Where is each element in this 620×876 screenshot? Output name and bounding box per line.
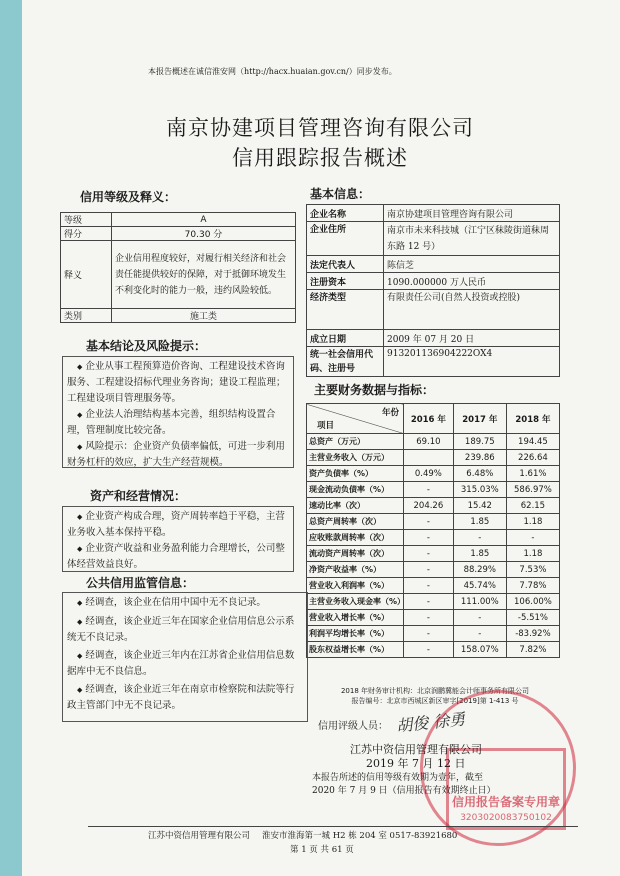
finance-row	[307, 546, 560, 562]
basic-row	[307, 222, 560, 256]
finance-row	[307, 434, 560, 450]
basic-label: 企业名称	[307, 205, 384, 222]
credit-label: 类别	[61, 309, 112, 323]
footer-address: 淮安市淮海第一城 H2 栋 204 室 0517-83921680	[262, 831, 458, 841]
supervision-box	[62, 592, 308, 722]
finance-value: -5.51%	[506, 610, 559, 626]
basic-value: 1090.000000 万人民币	[384, 273, 560, 290]
finance-value: -	[453, 626, 506, 642]
finance-row	[307, 530, 560, 546]
finance-year-header: 2017 年	[453, 404, 506, 434]
finance-value: 7.82%	[506, 642, 559, 658]
basic-info-table	[306, 204, 560, 377]
assets-heading: 资产和经营情况：	[90, 489, 187, 503]
finance-heading: 主要财务数据与指标：	[314, 383, 435, 397]
finance-row-label: 速动比率（次）	[307, 498, 404, 514]
finance-value: 194.45	[506, 434, 559, 450]
credit-table	[60, 212, 296, 323]
credit-label: 释义	[61, 241, 112, 309]
supervision-item: ◆ 经调查，该企业在信用中国中无不良记录。	[67, 595, 303, 611]
finance-value	[404, 450, 454, 466]
credit-value: A	[112, 213, 296, 227]
assets-box	[62, 506, 294, 572]
finance-value: 204.26	[404, 498, 454, 514]
finance-value: 1.18	[506, 514, 559, 530]
finance-value: -	[404, 546, 454, 562]
basic-label: 统一社会信用代码、注册号	[307, 347, 384, 377]
finance-value: -83.92%	[506, 626, 559, 642]
finance-row	[307, 482, 560, 498]
basic-row	[307, 290, 560, 330]
credit-label: 得分	[61, 227, 112, 241]
finance-value: -	[404, 610, 454, 626]
finance-value: -	[404, 482, 454, 498]
finance-value: -	[404, 594, 454, 610]
finance-row-label: 总资产（万元）	[307, 434, 404, 450]
finance-row-label: 应收账款周转率（次）	[307, 530, 404, 546]
finance-value: -	[404, 514, 454, 530]
finance-row	[307, 514, 560, 530]
finance-row-label: 利润平均增长率（%）	[307, 626, 404, 642]
finance-value: 106.00%	[506, 594, 559, 610]
supervision-item: ◆ 经调查，该企业近三年内在江苏省企业信用信息数据库中无不良信息。	[67, 648, 303, 679]
footer-company: 江苏中资信用管理有限公司	[148, 831, 251, 841]
basic-row	[307, 330, 560, 347]
credit-row-meaning	[61, 241, 296, 309]
finance-row-label: 资产负债率（%）	[307, 466, 404, 482]
finance-value: 1.85	[453, 546, 506, 562]
finance-value: 7.53%	[506, 562, 559, 578]
finance-row-label: 流动资产周转率（次）	[307, 546, 404, 562]
finance-value: 15.42	[453, 498, 506, 514]
basic-value: 2009 年 07 月 20 日	[384, 330, 560, 347]
finance-value: 189.75	[453, 434, 506, 450]
supervision-item: ◆ 经调查，该企业近三年在国家企业信用信息公示系统无不良记录。	[67, 614, 303, 645]
finance-value: 1.85	[453, 514, 506, 530]
finance-value: -	[506, 530, 559, 546]
finance-value: -	[453, 610, 506, 626]
credit-value: 企业信用程度较好，对履行相关经济和社会责任能提供较好的保障，对于抵御环境发生不利变化时的能力一般，违约风险较低。	[112, 241, 296, 309]
validity-line1: 本报告所述的信用等级有效期为壹年，截至	[312, 773, 484, 783]
basic-value: 913201136904222OX4	[384, 347, 560, 377]
finance-row	[307, 578, 560, 594]
supervision-item: ◆ 经调查，该企业近三年在南京市检察院和法院等行政主管部门中无不良记录。	[67, 682, 303, 713]
stamp-code: 3203020083750102	[460, 813, 552, 823]
finance-table	[306, 403, 560, 658]
finance-value: -	[404, 562, 454, 578]
basic-row	[307, 256, 560, 273]
finance-row	[307, 450, 560, 466]
finance-row	[307, 610, 560, 626]
finance-value: -	[404, 642, 454, 658]
stamp-text: 信用报告备案专用章	[451, 795, 560, 809]
corner-item-label: 项目	[317, 421, 335, 431]
basic-label: 注册资本	[307, 273, 384, 290]
finance-value: -	[404, 530, 454, 546]
credit-value: 70.30 分	[112, 227, 296, 241]
finance-row	[307, 466, 560, 482]
basic-label: 法定代表人	[307, 256, 384, 273]
conclusion-item: ◆ 企业法人治理结构基本完善，组织结构设置合理，管理制度比较完备。	[67, 407, 289, 439]
finance-value: 586.97%	[506, 482, 559, 498]
finance-value: 88.29%	[453, 562, 506, 578]
finance-row-label: 营业收入增长率（%）	[307, 610, 404, 626]
conclusion-item: ◆ 企业从事工程预算造价咨询、工程建设技术咨询服务、工程建设招标代理业务咨询；建设工程监理；工程建设项目管理服务等。	[67, 359, 289, 407]
issue-date: 2019 年 7 月 12 日	[366, 757, 466, 770]
finance-row-label: 营业收入利润率（%）	[307, 578, 404, 594]
finance-value: 69.10	[404, 434, 454, 450]
finance-value: -	[453, 530, 506, 546]
finance-row	[307, 626, 560, 642]
finance-header-row	[307, 404, 560, 434]
finance-value: 158.07%	[453, 642, 506, 658]
finance-year-header: 2018 年	[506, 404, 559, 434]
basic-value: 南京协建项目管理咨询有限公司	[384, 205, 560, 222]
finance-row-label: 主营业务收入（万元）	[307, 450, 404, 466]
finance-value: 7.78%	[506, 578, 559, 594]
credit-row-category	[61, 309, 296, 323]
basic-label: 企业住所	[307, 222, 384, 256]
audit-agency-note: 2018 年财务审计机构：北京润鹏冀能会计师事务所有限公司	[340, 687, 530, 695]
validity-line2: 2020 年 7 月 9 日（信用报告有效期终止日）	[312, 786, 496, 796]
basic-row	[307, 347, 560, 377]
credit-value: 施工类	[112, 309, 296, 323]
finance-row-label: 净资产收益率（%）	[307, 562, 404, 578]
conclusion-box	[62, 356, 294, 468]
basic-value: 陈信芝	[384, 256, 560, 273]
credit-row-score	[61, 227, 296, 241]
finance-value: 6.48%	[453, 466, 506, 482]
report-title: 信用跟踪报告概述	[232, 146, 408, 170]
basic-row	[307, 205, 560, 222]
basic-value: 南京市未来科技城（江宁区秣陵街道秣周东路 12 号）	[384, 222, 560, 256]
finance-value: 1.18	[506, 546, 559, 562]
finance-value: 315.03%	[453, 482, 506, 498]
finance-row-label: 主营业务收入现金率（%）	[307, 594, 404, 610]
finance-value: -	[404, 578, 454, 594]
finance-row-label: 现金流动负债率（%）	[307, 482, 404, 498]
rater-label: 信用评级人员：	[318, 721, 388, 732]
finance-row	[307, 642, 560, 658]
basic-label: 成立日期	[307, 330, 384, 347]
credit-label: 等级	[61, 213, 112, 227]
conclusion-heading: 基本结论及风险提示：	[86, 339, 207, 353]
basic-label: 经济类型	[307, 290, 384, 330]
finance-value: 239.86	[453, 450, 506, 466]
company-title: 南京协建项目管理咨询有限公司	[166, 116, 474, 140]
finance-row-label: 股东权益增长率（%）	[307, 642, 404, 658]
finance-value: -	[404, 626, 454, 642]
report-number-note: 报告编号：北京市西城区新区审字[2019]第 1-413 号	[351, 697, 519, 705]
page-number: 第 1 页 共 61 页	[290, 845, 354, 855]
credit-row-level	[61, 213, 296, 227]
rater-signature: 胡俊 徐勇	[395, 709, 467, 736]
basic-heading: 基本信息：	[310, 187, 371, 201]
finance-value: 226.64	[506, 450, 559, 466]
finance-value: 0.49%	[404, 466, 454, 482]
assets-item: ◆ 企业资产收益和业务盈利能力合理增长，公司整体经营效益良好。	[67, 541, 289, 573]
finance-value: 1.61%	[506, 466, 559, 482]
finance-value: 111.00%	[453, 594, 506, 610]
finance-row	[307, 562, 560, 578]
footer-rule	[88, 826, 578, 827]
publication-note: 本报告概述在诚信淮安网（http://hacx.huaian.gov.cn/）同步发布。	[148, 67, 397, 76]
basic-row	[307, 273, 560, 290]
credit-heading: 信用等级及释义：	[80, 190, 177, 204]
finance-value: 62.15	[506, 498, 559, 514]
corner-year-label: 年份	[381, 408, 399, 418]
assets-item: ◆ 企业资产构成合理，资产周转率趋于平稳，主营业务收入基本保持平稳。	[67, 509, 289, 541]
supervision-heading: 公共信用监管信息：	[86, 576, 195, 590]
issuer-name: 江苏中资信用管理有限公司	[350, 743, 482, 756]
finance-value: 45.74%	[453, 578, 506, 594]
conclusion-item: ◆ 风险提示：企业资产负债率偏低，可进一步利用财务杠杆的效应，扩大生产经营规模。	[67, 439, 289, 471]
finance-corner-cell	[307, 404, 404, 434]
finance-year-header: 2016 年	[404, 404, 454, 434]
finance-row	[307, 594, 560, 610]
finance-row-label: 总资产周转率（次）	[307, 514, 404, 530]
basic-value: 有限责任公司(自然人投资或控股)	[384, 290, 560, 330]
finance-row	[307, 498, 560, 514]
